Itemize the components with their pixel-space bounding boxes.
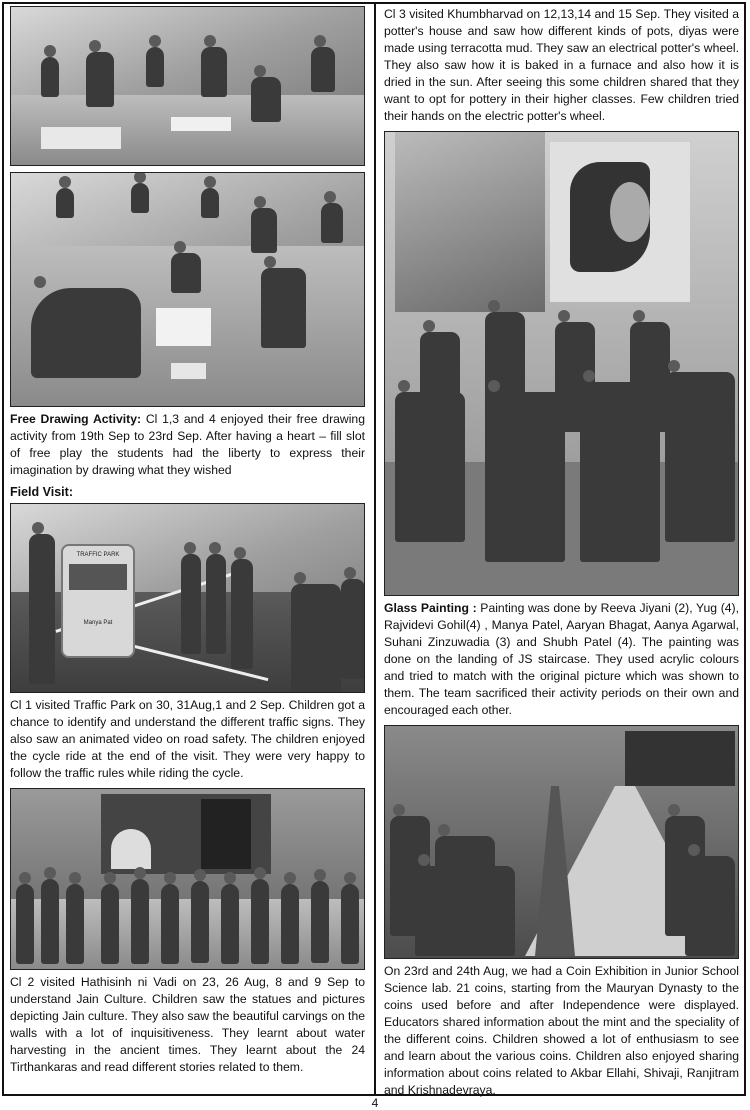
left-column [10,6,365,1082]
coin-exhibition-photo [384,725,739,959]
page-number: 4 [371,1096,379,1110]
glass-painting-text: Painting was done by Reeva Jiyani (2), Yug (4), Rajvidevi Gohil(4) , Manya Patel, Aaryan Bhagat, Aanya Agarwal, Suhani Zinzuwadia (3) and Shubh Patel (4). The painting was done on the landing of JS staircase. They used acrylic colours and tried to match with the original picture which was shown to them. The team sacrificed their activity periods on their own and encouraged each other. [384,601,740,717]
traffic-park-photo [10,503,365,693]
glass-painting-paragraph [384,600,739,719]
traffic-park-paragraph: Cl 1 visited Traffic Park on 30, 31Aug,1 and 2 Sep. Children got a chance to identify and understand the different traffic signs. They also saw an animated video on road safety. The children enjoyed the cycle ride at the end of the visit. They were very happy to follow the traffic rules while riding the cycle. [10,698,365,780]
glass-painting-title: Glass Painting : [384,601,477,615]
bus-board: Manya Pat [83,620,113,626]
khumbharvad-paragraph: Cl 3 visited Khumbharvad on 12,13,14 and 15 Sep. They visited a potter's house and saw how different kinds of pots, diyas were made using terracotta mud. They saw an electrical potter's wheel. They also saw how it is baked in a furnace and also how it is dried in the sun. After seeing this some children shared that they want to opt for pottery in their higher classes. Few children tried their hands on the electric potter's wheel. [384,7,739,123]
coin-exhibition-paragraph: On 23rd and 24th Aug, we had a Coin Exhibition in Junior School Science lab. 21 coins, starting from the Mauryan Dynasty to the coins used before and after Independence were displayed. Educators shared information about the mint and the speciality of the different coins. Children showed a lot of enthusiasm to see and learn about the various coins. Children also enjoyed sharing information about coins related to Akbar Ellahi, Shivaji, Ranjitram and Krishnadevraya. [384,964,739,1097]
field-visit-heading: Field Visit: [10,485,73,499]
hathisinh-paragraph: Cl 2 visited Hathisinh ni Vadi on 23, 26 Aug, 8 and 9 Sep to understand Jain Culture. Children saw the statues and pictures depicting Jain culture. They also saw the beautiful carvings on the walls with a lot of inquisitiveness. They learnt about water harvesting in the ancient times. They learnt about the 24 Tirthankaras and read different stories related to them. [10,975,365,1074]
free-drawing-paragraph [10,411,365,479]
column-divider [374,2,376,1096]
free-drawing-text: Cl 1,3 and 4 enjoyed their free drawing activity from 19th Sep to 23rd Sep. After having a heart – fill slot of free play the students had the liberty to express their imagination by drawing what they wished [10,412,365,477]
drawing-photo-2 [10,172,365,407]
right-column [384,6,739,1105]
hathisinh-photo [10,788,365,970]
free-drawing-title: Free Drawing Activity: [10,412,142,426]
glass-painting-photo [384,131,739,596]
bus-sign: TRAFFIC PARK [76,552,120,558]
drawing-photo-1 [10,6,365,166]
